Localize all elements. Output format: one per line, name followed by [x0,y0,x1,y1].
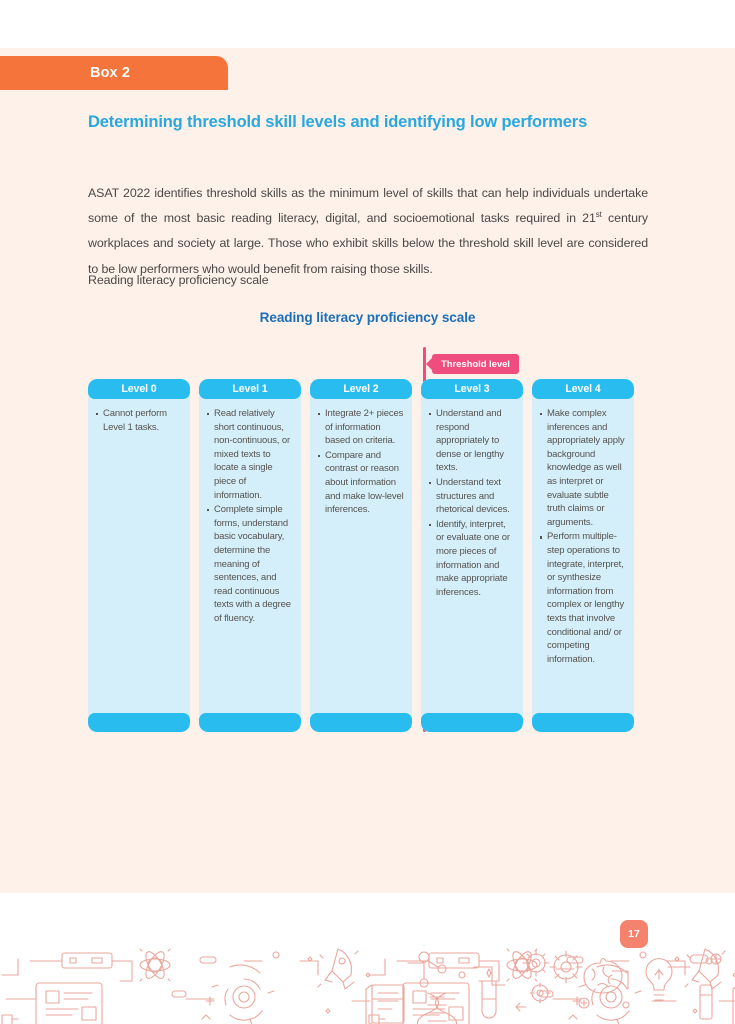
level-header-label-2: Level 2 [343,383,379,395]
level-columns [88,379,648,732]
level-body-2 [310,399,412,713]
level-body-1 [199,399,301,713]
threshold-level-label: Threshold level [441,358,510,370]
level-bullet-list-0 [95,407,183,434]
level-column-2 [310,379,412,732]
level-body-0 [88,399,190,713]
box-number-label: Box 2 [90,65,130,81]
level-bullet-list-1 [206,407,294,626]
level-footer-2 [310,713,412,732]
page-title: Determining threshold skill levels and identifying low performers [88,113,588,131]
level-body-4 [532,399,634,713]
level-header-0 [88,379,190,399]
body-paragraph [88,181,648,282]
level-bullet-list-3 [428,407,516,599]
list-item: Make complex inferences and appropriately apply background knowledge as well as interpret or evaluate subtle truth claims or arguments. [539,407,627,529]
list-item: Understand text structures and rhetorical devices. [428,476,516,517]
figure-title: Reading literacy proficiency scale [259,310,476,325]
level-column-4 [532,379,634,732]
list-item: Understand and respond appropriately to dense or lengthy texts. [428,407,516,475]
level-column-3 [421,379,523,732]
list-item: Complete simple forms, understand basic vocabulary, determine the meaning of sentences, and read continuous texts with a degree of fluency. [206,503,294,625]
page-number-badge [620,920,648,948]
level-footer-3 [421,713,523,732]
level-footer-4 [532,713,634,732]
scale-subline: Reading literacy proficiency scale [88,273,269,287]
level-column-0 [88,379,190,732]
list-item: Identify, interpret, or evaluate one or more pieces of information and make appropriate inferences. [428,518,516,600]
level-header-label-0: Level 0 [121,383,157,395]
threshold-level-tag [432,354,519,374]
list-item: Compare and contrast or reason about information and make low-level inferences. [317,449,405,517]
level-footer-1 [199,713,301,732]
list-item: Perform multiple-step operations to integrate, interpret, or synthesize information from complex or lengthy texts that involve conditional and/ or competing information. [539,530,627,666]
list-item: Integrate 2+ pieces of information based on criteria. [317,407,405,448]
page-number-label: 17 [628,928,640,940]
proficiency-scale-figure [88,347,648,732]
level-header-label-3: Level 3 [454,383,490,395]
body-paragraph-part2: century workplaces and society at large. Those who exhibit skills below the threshold skill level are considered to be low performers who would benefit from raising those skills. [88,211,648,276]
level-header-2 [310,379,412,399]
body-paragraph-part1: ASAT 2022 identifies threshold skills as the minimum level of skills that can help individuals undertake some of the most basic reading literacy, digital, and socioemotional tasks required in 21 [88,186,648,226]
list-item: Read relatively short continuous, non-continuous, or mixed texts to locate a single piece of information. [206,407,294,502]
box-number-tab [0,56,228,90]
level-header-3 [421,379,523,399]
level-bullet-list-2 [317,407,405,517]
level-footer-0 [88,713,190,732]
level-header-label-1: Level 1 [232,383,268,395]
level-header-label-4: Level 4 [565,383,601,395]
level-header-4 [532,379,634,399]
level-bullet-list-4 [539,407,627,666]
ordinal-suffix: st [595,210,602,220]
level-body-3 [421,399,523,713]
list-item: Cannot perform Level 1 tasks. [95,407,183,434]
level-column-1 [199,379,301,732]
level-header-1 [199,379,301,399]
footer-decorative-pattern [0,945,735,1024]
